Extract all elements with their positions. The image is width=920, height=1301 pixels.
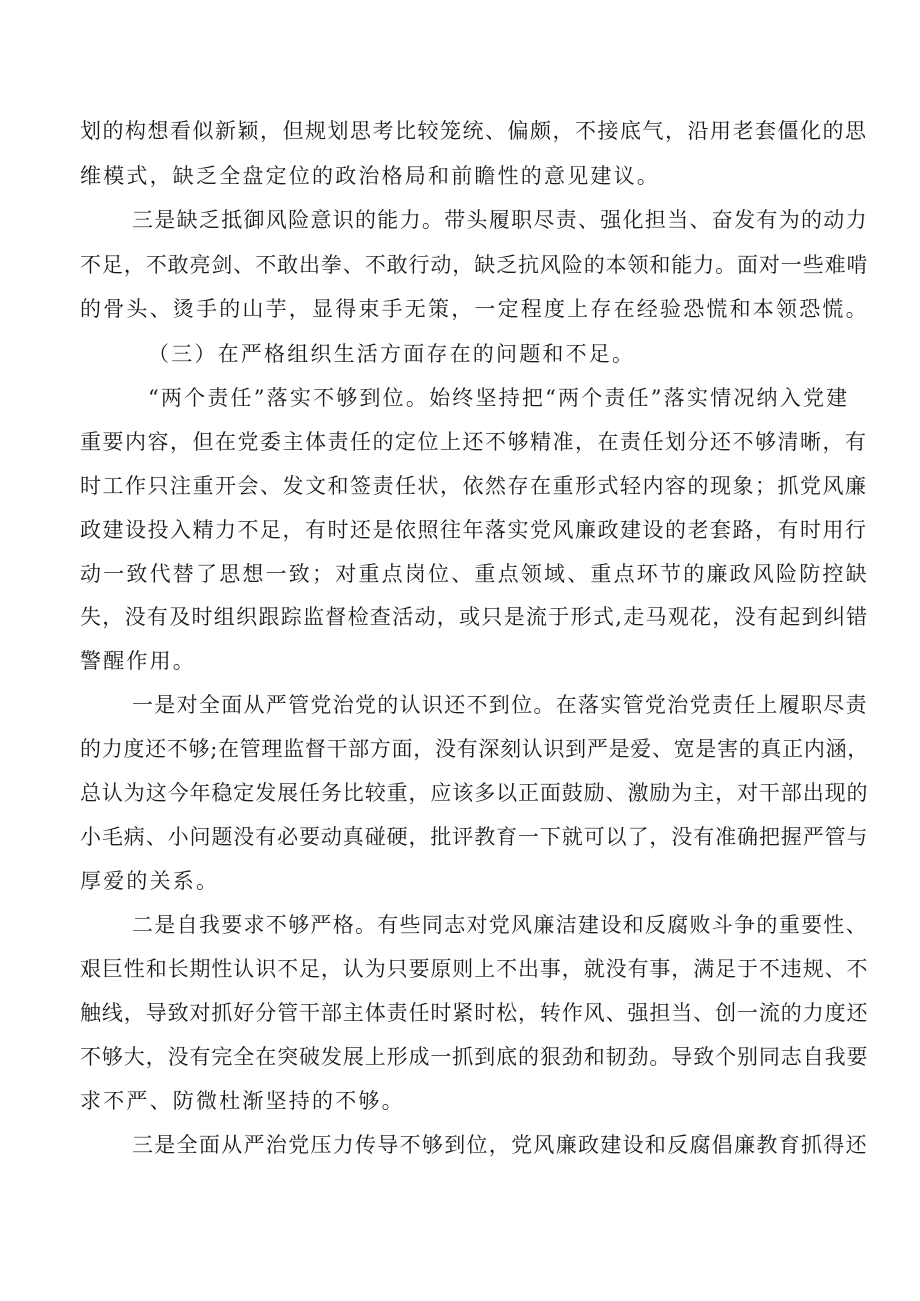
text-line: 警醒作用。 bbox=[80, 649, 196, 673]
text-line: 的力度还不够;在管理监督干部方面，没有深刻认识到严是爱、宽是害的真正内涵， bbox=[80, 737, 869, 761]
text-line: 的骨头、烫手的山芋，显得束手无策，一定程度上存在经验恐慌和本领恐慌。 bbox=[80, 297, 869, 321]
text-line: 求不严、防微杜渐坚持的不够。 bbox=[80, 1089, 405, 1113]
text-line: 动一致代替了思想一致；对重点岗位、重点领域、重点环节的廉政风险防控缺 bbox=[80, 562, 869, 586]
text-line: 艰巨性和长期性认识不足，认为只要原则上不出事，就没有事，满足于不违规、不 bbox=[80, 957, 869, 981]
text-line: 失，没有及时组织跟踪监督检查活动，或只是流于形式,走马观花，没有起到纠错 bbox=[80, 605, 869, 629]
text-line: “两个责任”落实不够到位。始终坚持把“两个责任”落实情况纳入党建 bbox=[148, 386, 850, 410]
text-line: 一是对全面从严管党治党的认识还不到位。在落实管党治党责任上履职尽责 bbox=[132, 693, 868, 717]
text-line: 三是缺乏抵御风险意识的能力。带头履职尽责、强化担当、奋发有为的动力 bbox=[132, 208, 868, 232]
text-line: 小毛病、小问题没有必要动真碰硬，批评教育一下就可以了，没有准确把握严管与 bbox=[80, 825, 869, 849]
text-line: 二是自我要求不够严格。有些同志对党风廉洁建设和反腐败斗争的重要性、 bbox=[132, 913, 868, 937]
text-line: 维模式，缺乏全盘定位的政治格局和前瞻性的意见建议。 bbox=[80, 164, 660, 188]
text-line: 触线，导致对抓好分管干部主体责任时紧时松，转作风、强担当、创一流的力度还 bbox=[80, 1001, 869, 1025]
text-line: 政建设投入精力不足，有时还是依照往年落实党风廉政建设的老套路，有时用行 bbox=[80, 518, 868, 542]
section-heading: （三）在严格组织生活方面存在的问题和不足。 bbox=[148, 342, 636, 366]
text-line: 总认为这今年稳定发展任务比较重，应该多以正面鼓励、激励为主，对干部出现的 bbox=[80, 781, 869, 805]
text-line: 重要内容，但在党委主体责任的定位上还不够精准，在责任划分还不够清晰，有 bbox=[80, 430, 868, 454]
text-line: 不足，不敢亮剑、不敢出拳、不敢行动，缺乏抗风险的本领和能力。面对一些难啃 bbox=[80, 253, 869, 277]
text-line: 划的构想看似新颖，但规划思考比较笼统、偏颇，不接底气，沿用老套僵化的思 bbox=[80, 119, 868, 143]
text-line: 不够大，没有完全在突破发展上形成一抓到底的狠劲和韧劲。导致个别同志自我要 bbox=[80, 1045, 869, 1069]
text-line: 三是全面从严治党压力传导不够到位，党风廉政建设和反腐倡廉教育抓得还 bbox=[132, 1133, 868, 1157]
text-line: 厚爱的关系。 bbox=[80, 869, 220, 893]
text-line: 时工作只注重开会、发文和签责任状，依然存在重形式轻内容的现象；抓党风廉 bbox=[80, 474, 868, 498]
